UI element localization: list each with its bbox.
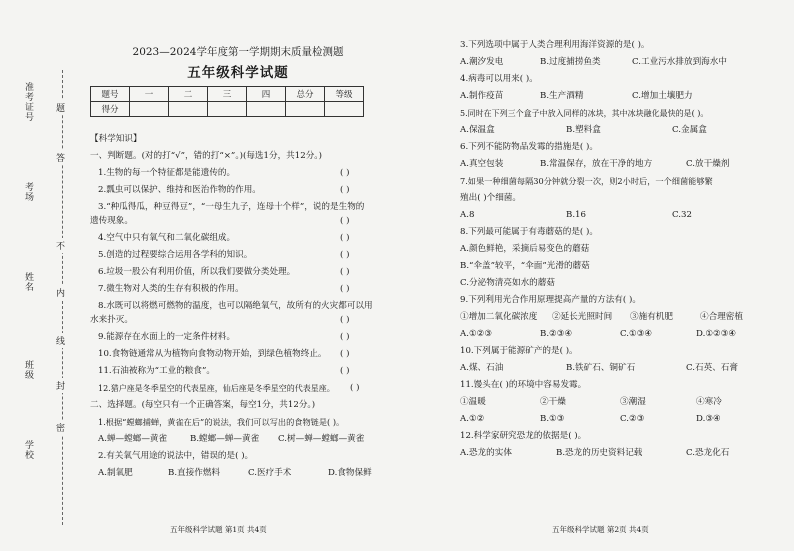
choice-option[interactable]: C.石英、石膏 — [686, 363, 738, 373]
choice-option[interactable]: C.医疗手术 — [248, 468, 292, 478]
choice-option[interactable]: B.16 — [566, 210, 586, 220]
choice-option[interactable]: C.增加土壤肥力 — [632, 91, 693, 101]
answer-blank[interactable]: ( ) — [340, 315, 350, 325]
page-footer: 五年级科学试题 第1页 共4页 — [170, 525, 267, 534]
page-footer: 五年级科学试题 第2页 共4页 — [552, 525, 649, 534]
judge-question-cont: 水来扑灭。 — [90, 315, 133, 325]
choice-option[interactable]: B.铁矿石、铜矿石 — [566, 363, 636, 373]
choice-option[interactable]: B.①③ — [540, 414, 565, 424]
seal-char: 不 — [56, 238, 65, 253]
seal-char: 题 — [56, 100, 65, 115]
choice-option[interactable]: C.放干燥剂 — [686, 159, 730, 169]
choice-option[interactable]: A.①② — [460, 414, 485, 424]
judge-question: 7.微生物对人类的生存有积极的作用。 — [98, 284, 244, 294]
binding-label-school: 学校 — [23, 440, 33, 460]
choice-question: 7.如果一种细菌每隔30分钟就分裂一次，则2小时后，一个细菌能够繁 — [460, 176, 713, 186]
judge-question: 12.猎户座是冬季星空的代表星座，仙后座是冬季星空的代表星座。 — [98, 384, 335, 393]
choice-option[interactable]: D.③④ — [696, 414, 721, 424]
choice-option[interactable]: A.保温盒 — [460, 125, 495, 135]
score-table — [90, 86, 364, 117]
choice-question: 12.科学家研究恐龙的依据是( )。 — [460, 431, 587, 441]
statement-item: ②延长光照时间 — [552, 312, 613, 322]
choice-option[interactable]: A.制氧肥 — [98, 468, 133, 478]
score-input-cell[interactable] — [286, 102, 325, 117]
answer-blank[interactable]: ( ) — [340, 366, 350, 376]
answer-blank[interactable]: ( ) — [340, 233, 350, 243]
choice-question: 4.病毒可以用来( )。 — [460, 74, 538, 84]
choice-option[interactable]: A.颜色鲜艳，采摘后易变色的蘑菇 — [460, 244, 590, 254]
choice-question: 2.有关氧气用途的说法中，错误的是( )。 — [98, 451, 254, 461]
answer-blank[interactable]: ( ) — [350, 383, 360, 393]
choice-option[interactable]: B.塑料盒 — [566, 125, 601, 135]
score-cell: 三 — [208, 87, 247, 102]
choice-option[interactable]: A.制作疫苗 — [460, 91, 504, 101]
seal-char: 内 — [56, 285, 65, 300]
answer-blank[interactable]: ( ) — [340, 185, 350, 195]
judge-question: 11.石油被称为“工业的粮食”。 — [98, 366, 215, 376]
score-table-header-row — [91, 87, 364, 102]
choice-option[interactable]: A.恐龙的实体 — [460, 448, 512, 458]
choice-option[interactable]: C.恐龙化石 — [686, 448, 730, 458]
judge-question: 1.生物的每一个特征都是能遗传的。 — [98, 168, 236, 178]
statement-item: ①增加二氧化碳浓度 — [460, 312, 538, 322]
choice-question-cont: 殖出( )个细菌。 — [460, 193, 521, 203]
score-input-cell[interactable] — [130, 102, 169, 117]
score-cell: 得分 — [91, 102, 130, 117]
choice-question: 11.馒头在( )的环境中容易发霉。 — [460, 380, 587, 390]
binding-label-exam-number: 准考证号 — [23, 82, 33, 122]
judge-question: 6.垃圾一股公有利用价值，所以我们要做分类处理。 — [98, 267, 296, 277]
statement-item: ④寒冷 — [696, 397, 722, 407]
score-cell: 二 — [169, 87, 208, 102]
score-cell: 题号 — [91, 87, 130, 102]
choice-option[interactable]: A.潮汐发电 — [460, 57, 504, 67]
seal-char: 答 — [56, 150, 65, 165]
judge-question: 8.水既可以将燃可燃物的温度，也可以隔绝氧气，故所有的火灾都可以用 — [98, 301, 373, 311]
choice-option[interactable]: B.“伞盖”较平，“伞面”光滑的蘑菇 — [460, 261, 590, 271]
score-input-cell[interactable] — [325, 102, 364, 117]
score-input-cell[interactable] — [208, 102, 247, 117]
answer-blank[interactable]: ( ) — [340, 216, 350, 226]
judge-question-cont: 遗传现象。 — [90, 216, 133, 226]
exam-title: 2023—2024学年度第一学期期末质量检测题 — [132, 46, 344, 58]
choice-option[interactable]: D.食物保鲜 — [328, 468, 372, 478]
choice-option[interactable]: C.工业污水排放到海水中 — [632, 57, 727, 67]
section-heading: 【科学知识】 — [90, 134, 142, 144]
choice-option[interactable]: A.8 — [460, 210, 475, 220]
answer-blank[interactable]: ( ) — [340, 267, 350, 277]
binding-strip — [8, 60, 54, 530]
statement-item: ③潮湿 — [620, 397, 646, 407]
judge-question: 4.空气中只有氧气和二氧化碳组成。 — [98, 233, 236, 243]
answer-blank[interactable]: ( ) — [340, 250, 350, 260]
choice-option[interactable]: C.32 — [672, 210, 692, 220]
choice-option[interactable]: C.金属盒 — [672, 125, 707, 135]
judge-question: 9.能源存在水面上的一定条件材料。 — [98, 332, 236, 342]
exam-subtitle: 五年级科学试题 — [187, 65, 289, 81]
choice-option[interactable]: B.过度捕捞鱼类 — [540, 57, 601, 67]
score-cell: 等级 — [325, 87, 364, 102]
choice-question: 10.下列属于能源矿产的是( )。 — [460, 346, 578, 356]
score-input-cell[interactable] — [169, 102, 208, 117]
choice-option[interactable]: C.分泌物清亮如水的蘑菇 — [460, 278, 555, 288]
judge-question: 5.创造的过程要综合运用各学科的知识。 — [98, 250, 253, 260]
statement-item: ②干燥 — [540, 397, 566, 407]
choice-question: 5.同时在下列三个盒子中放入同样的冰块，其中冰块融化最快的是( )。 — [460, 109, 709, 118]
choice-option[interactable]: A.①②③ — [460, 329, 493, 339]
part-title: 一、判断题。(对的打“√”，错的打“×”。)(每选1分，共12分。) — [90, 151, 322, 161]
judge-question: 10.食物链通常从为植物向食物动物开始，到绿色植物终止。 — [98, 349, 327, 359]
choice-option[interactable]: B.常温保存，放在干净的地方 — [540, 159, 653, 169]
choice-option[interactable]: C.树—蝉—螳螂—黄雀 — [278, 434, 365, 444]
score-table-score-row — [91, 102, 364, 117]
answer-blank[interactable]: ( ) — [340, 349, 350, 359]
statement-item: ①温暖 — [460, 397, 486, 407]
choice-option[interactable]: C.①③④ — [620, 329, 653, 339]
choice-option[interactable]: B.②③④ — [540, 329, 573, 339]
choice-option[interactable]: C.②③ — [620, 414, 645, 424]
binding-label-class: 班级 — [23, 360, 33, 380]
seal-char: 密 — [56, 420, 65, 435]
statement-item: ④合理密植 — [700, 312, 743, 322]
score-cell: 一 — [130, 87, 169, 102]
choice-question: 8.下列最可能属于有毒蘑菇的是( )。 — [460, 227, 598, 237]
judge-question: 2.瓢虫可以保护、维持和医治作物的作用。 — [98, 185, 261, 195]
score-cell: 四 — [247, 87, 286, 102]
choice-option[interactable]: B.螳螂—蝉—黄雀 — [190, 434, 260, 444]
binding-label-exam-room: 考场 — [23, 182, 33, 202]
choice-option[interactable]: A.蝉—螳螂—黄雀 — [98, 434, 168, 444]
score-input-cell[interactable] — [247, 102, 286, 117]
choice-question: 3.下列选项中属于人类合理利用海洋资源的是( )。 — [460, 40, 650, 50]
answer-blank[interactable]: ( ) — [340, 284, 350, 294]
statement-item: ③施有机肥 — [630, 312, 673, 322]
choice-question: 9.下列利用光合作用原理提高产量的方法有( )。 — [460, 295, 641, 305]
answer-blank[interactable]: ( ) — [340, 168, 350, 178]
part-title: 二、选择题。(每空只有一个正确答案，每空1分，共12分。) — [90, 400, 316, 410]
choice-option[interactable]: B.生产酒精 — [540, 91, 584, 101]
seal-char: 线 — [56, 333, 65, 348]
choice-option[interactable]: A.煤、石油 — [460, 363, 504, 373]
judge-question: 3.“种瓜得瓜，种豆得豆”，“一母生九子，连母十个样”，说的是生物的 — [98, 202, 365, 212]
answer-blank[interactable]: ( ) — [340, 332, 350, 342]
choice-question: 1.根据“螳螂捕蝉，黄雀在后”的说法，我们可以写出的食物链是( )。 — [98, 417, 345, 427]
binding-label-name: 姓名 — [23, 272, 33, 292]
seal-char: 封 — [56, 378, 65, 393]
score-cell: 总分 — [286, 87, 325, 102]
choice-option[interactable]: B.恐龙的历史资料记载 — [556, 448, 643, 458]
choice-question: 6.下列不能防物品发霉的措施是( )。 — [460, 142, 598, 152]
choice-option[interactable]: A.真空包装 — [460, 159, 504, 169]
choice-option[interactable]: B.直接作燃料 — [168, 468, 221, 478]
choice-option[interactable]: D.①②③④ — [696, 329, 737, 339]
